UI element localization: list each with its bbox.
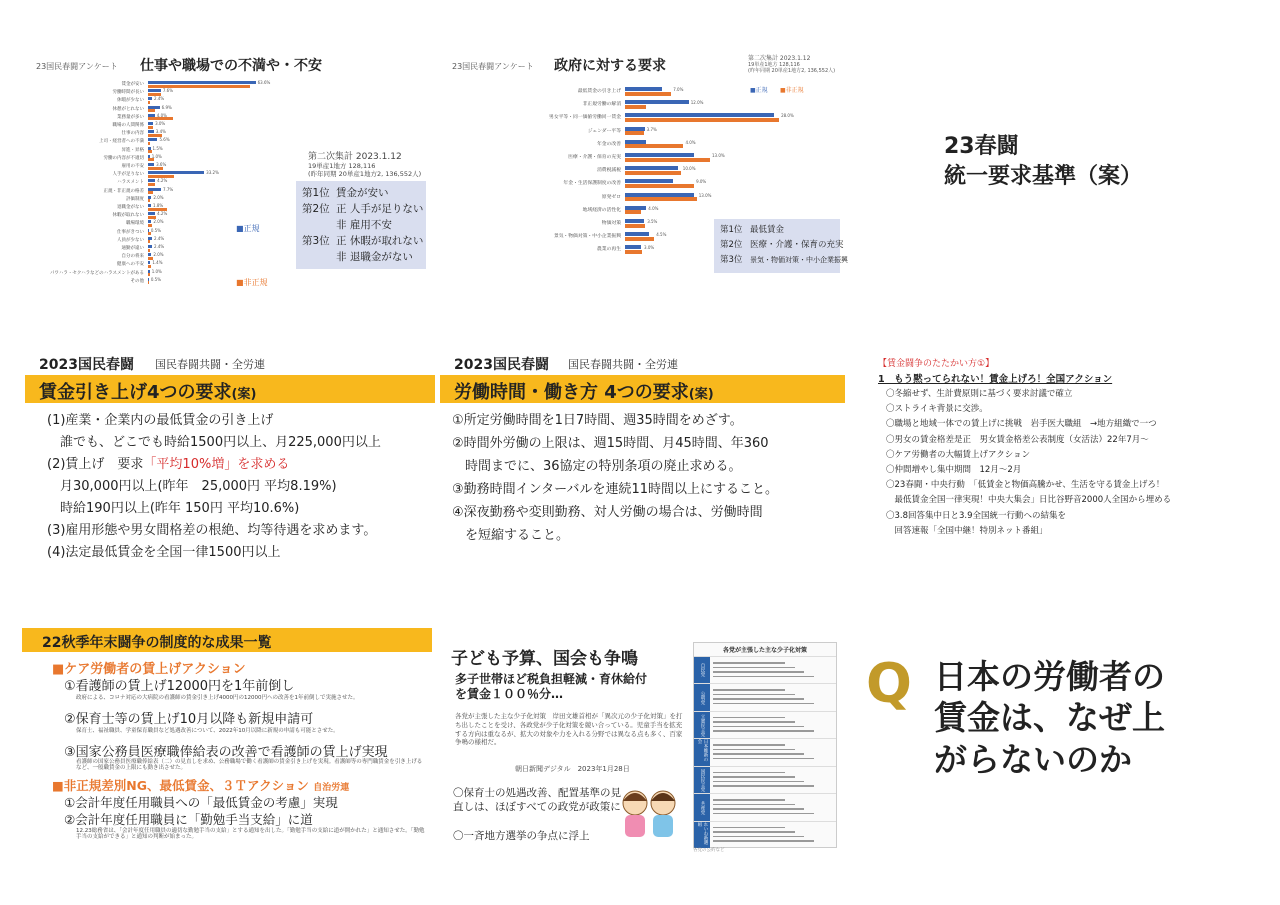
party-policies: [710, 794, 836, 820]
value-label: 2.0%: [153, 219, 164, 225]
tactics-list: [886, 387, 1266, 539]
party-row: [694, 766, 836, 793]
section-nonregular-text: ■非正規差別NG、最低賃金、３Ｔアクション: [52, 778, 309, 793]
achievement-5: ②会計年度任用職員に「勤勉手当支給」に道: [64, 812, 313, 827]
bar-nonregular: [148, 85, 250, 88]
rank-item: [302, 233, 424, 249]
value-label: 1.0%: [151, 268, 162, 274]
demand-line-3: 時間までに、36協定の特別条項の廃止求める。: [452, 459, 742, 474]
title-suffix: (案): [231, 387, 257, 402]
party-label: れいわ新選組: [694, 822, 710, 848]
legend-nonregular: ■非正規: [236, 278, 268, 287]
bar-nonregular: [148, 126, 153, 129]
tactic-item: 最低賃金全国一律実現！中央大集会」日比谷野音2000人全国から埋める: [886, 495, 1172, 506]
value-label: 7.7%: [163, 186, 174, 192]
rank-item: [302, 185, 420, 201]
party-label: 立憲民主党: [694, 712, 710, 738]
party-label: 自民党: [694, 657, 710, 683]
category-label: 男女平等・同一価値労働同一賃金: [549, 115, 621, 121]
rank-text: 正 人手が足りない: [336, 203, 424, 215]
category-label: 賃金が安い: [121, 82, 144, 87]
rank-text: 正 休暇が取れない: [336, 235, 424, 247]
section-heading: 1 もう黙ってられない！賃金上げろ！全国アクション: [878, 374, 1113, 385]
slide-title: 労働時間・働き方 4つの要求: [454, 382, 689, 403]
category-label: 正規・非正規の格差: [103, 188, 144, 194]
bar-nonregular: [625, 105, 646, 109]
bar-nonregular: [148, 199, 150, 202]
demand-line-7: (4)法定最低賃金を全国一律1500円以上: [47, 545, 281, 560]
rank-item: [302, 217, 420, 233]
title-line2: 統一要求基準（案）: [944, 164, 1143, 189]
value-label: 7.6%: [162, 88, 174, 94]
bar-regular: [625, 153, 694, 157]
bullet-2: 〇一斉地方選挙の争点に浮上: [453, 830, 590, 842]
party-label: 日本維新の会: [694, 739, 710, 765]
value-label: 2.0%: [153, 194, 164, 200]
value-label: 4.2%: [157, 178, 168, 184]
bar-regular: [625, 113, 774, 117]
value-label: 2.4%: [154, 244, 165, 249]
category-label: 景気・物価対策・中小企業振興: [553, 234, 621, 240]
category-label: 休暇が少ない: [117, 98, 144, 104]
party-policies: [710, 684, 836, 710]
category-label: 休憩がとれない: [112, 106, 144, 112]
q-mark: Q: [866, 652, 912, 715]
bar-nonregular: [625, 197, 697, 201]
subheadline-1: 多子世帯ほど税負担軽減・育休給付: [455, 672, 648, 686]
bar-nonregular: [625, 118, 779, 122]
value-label: 13.0%: [712, 153, 725, 158]
slide-question[interactable]: [862, 628, 1262, 828]
value-label: 5.6%: [159, 137, 170, 143]
value-label: 2.0%: [153, 252, 164, 258]
achievement-3-note: 看護師の国家公務員医療職俸給表（二）の見直しを求め、公務職場で働く看護師の賃金引き上げを実現。看護師等の専門職賃金を引き上げるなど、一般職賃金の上限にも動き出させた。: [76, 759, 423, 772]
category-label: 地域経済の活性化: [582, 207, 621, 213]
demand-line-3: [47, 453, 289, 472]
category-label: ジェンダー平等: [587, 128, 621, 134]
demand-line-2: 誰でも、どこでも時給1500円以上、月225,000円以上: [47, 435, 381, 450]
category-label: ハラスメント: [117, 180, 144, 186]
bar-nonregular: [148, 273, 150, 276]
tactic-item: 回答速報「全国中継！特別ネット番組」: [886, 525, 1048, 536]
demand-line-4: ③勤務時間インターバルを連続11時間以上にすること。: [452, 482, 779, 497]
slide-government-demands[interactable]: [450, 45, 850, 285]
category-label: 物価対策: [601, 221, 621, 226]
tally-date: 第二次集計 2023.1.12: [308, 152, 402, 162]
spring-offensive-year: 2023国民春闘: [39, 357, 134, 373]
value-label: 6.9%: [161, 104, 172, 110]
category-label: 自分の将来: [121, 254, 144, 260]
value-label: 12.0%: [690, 100, 704, 106]
value-label: 4.2%: [157, 211, 168, 217]
value-label: 3.4%: [155, 129, 166, 135]
category-label: 健康への不安: [117, 262, 144, 268]
category-label: 仕事がきつい: [117, 229, 144, 235]
bar-nonregular: [148, 216, 156, 219]
rank-number: 第1位: [302, 187, 330, 199]
slide-child-budget-article[interactable]: [445, 628, 845, 858]
question-line-2: 賃金は、なぜ上: [934, 698, 1165, 738]
table-title: 各党が主張した主な少子化対策: [722, 647, 807, 654]
achievement-1: ①看護師の賃上げ12000円を1年前倒し: [64, 679, 295, 694]
bar-nonregular: [148, 142, 150, 145]
survey-label: 23国民春闘アンケート: [36, 62, 118, 71]
party-policies: [710, 822, 836, 848]
bar-regular: [625, 232, 649, 236]
tactic-item: 〇ケア労働者の大幅賃上げアクション: [886, 449, 1031, 460]
category-label: 雇用の不安: [121, 164, 144, 169]
rank-text: 非 退職金がない: [336, 251, 413, 263]
tactic-item: 〇冬縮せず、生計費原則に基づく要求討議で確立: [886, 389, 1073, 399]
bar-nonregular: [625, 250, 642, 254]
category-label: 職場環境: [126, 221, 144, 227]
rank-text: 賃金が安い: [336, 187, 389, 199]
category-label: 労働の内容が不適切: [103, 155, 144, 161]
section-care-workers: ■ケア労働者の賃上げアクション: [52, 662, 246, 677]
category-label: 職場の人間関係: [112, 123, 144, 128]
value-label: 3.7%: [646, 126, 657, 132]
rank-text: 景気・物価対策・中小企業振興: [750, 256, 848, 264]
section-tag: 【賃金闘争のたたかい方①】: [878, 359, 995, 369]
category-label: 労働時間が長い: [112, 90, 144, 96]
rank-number: 第3位: [720, 255, 743, 265]
value-label: 3.0%: [155, 121, 166, 126]
party-policy-table: [693, 642, 837, 848]
question-line-3: がらないのか: [934, 739, 1132, 779]
slide-workplace-complaints[interactable]: [30, 45, 430, 285]
headline: 子ども予算、国会も争鳴: [451, 649, 638, 669]
subheadline-2: を賃金１００％分…: [455, 687, 564, 701]
bar-regular: [625, 87, 662, 91]
slide-title: 賃金引き上げ4つの要求: [39, 382, 232, 403]
value-label: 33.2%: [206, 170, 219, 176]
rank-text: 非 雇用不安: [336, 219, 392, 231]
achievement-5-note: 12.23総務省は、「会計年度任用職員の適切な勤勉手当の支給」とする通知を出した。「勤勉手当の支給に道が開かれた」と通知させた。「勤勉手当の支給ができる」と通知の判断が始まった。: [76, 828, 425, 841]
value-label: 63.6%: [257, 80, 271, 85]
bar-nonregular: [625, 92, 671, 96]
survey-label: 23国民春闘アンケート: [452, 62, 534, 71]
value-label: 3.6%: [156, 162, 167, 167]
title-wrap: [39, 378, 256, 404]
demand-line-1: (1)産業・企業内の最低賃金の引き上げ: [47, 413, 274, 428]
party-policies: [710, 739, 836, 765]
value-label: 1.0%: [151, 153, 162, 159]
rank-item: [302, 201, 424, 217]
value-label: 4.5%: [656, 232, 667, 238]
category-label: 年金・生活保護制度の改善: [563, 181, 621, 187]
achievement-2: ②保育士等の賃上げ10月以降も新規申請可: [64, 712, 314, 727]
party-policies: [710, 657, 836, 683]
tally-date: 第二次集計 2023.1.12: [748, 55, 811, 62]
tactic-item: 〇仲間増やし集中期間 12月～2月: [886, 465, 1022, 476]
slide-wage-demands[interactable]: [25, 345, 435, 565]
demand-line-1: ①所定労働時間を1日7時間、週35時間をめざす。: [452, 413, 743, 428]
rank-number: 第3位: [302, 235, 330, 247]
bar-nonregular: [148, 175, 174, 178]
tally-count: 19単産1地方 128,116: [308, 162, 376, 170]
category-label: 上司・経営者への不満: [99, 139, 144, 145]
ranking-box: [296, 181, 426, 269]
title-line1: 23春闘: [944, 134, 1019, 159]
party-row: [694, 821, 836, 848]
spring-offensive-year: 2023国民春闘: [454, 357, 549, 373]
value-label: 1.8%: [153, 203, 164, 208]
category-label: 原発ゼロ: [601, 194, 621, 200]
bar-nonregular: [148, 191, 153, 194]
tally-previous: (昨年同期 20単産1地方2, 136,552人): [308, 170, 422, 178]
bar-nonregular: [148, 265, 151, 268]
category-label: 業務量が多い: [117, 114, 144, 120]
legend-nonregular: ■非正規: [780, 87, 804, 94]
category-label: 仕事の内容: [121, 131, 144, 137]
value-label: 4.0%: [685, 139, 696, 145]
party-row: [694, 656, 836, 683]
bar-chart: [30, 81, 290, 301]
value-label: 3.5%: [647, 219, 658, 224]
rank-number: 第2位: [302, 203, 330, 215]
bar-nonregular: [148, 249, 150, 252]
rank-item: [302, 249, 420, 265]
category-label: 消費税減税: [597, 168, 621, 174]
slide-title: 仕事や職場での不満や・不安: [140, 58, 322, 74]
bar-regular: [625, 193, 694, 197]
value-label: 1.4%: [152, 260, 163, 266]
rank-item: [720, 223, 834, 238]
bar-nonregular: [625, 237, 654, 241]
value-label: 28.0%: [781, 113, 794, 119]
demand-line-2: ②時間外労働の上限は、週15時間、月45時間、年360: [452, 436, 769, 451]
category-label: 医療・介護・保育の充実: [568, 155, 621, 160]
bar-nonregular: [148, 240, 150, 243]
tactic-item: 〇ストライキ背景に交渉。: [886, 404, 988, 415]
party-label: 共産党: [694, 794, 710, 820]
bar-regular: [625, 140, 646, 144]
bar-nonregular: [625, 144, 683, 148]
value-label: 7.0%: [673, 87, 684, 92]
value-label: 3.0%: [644, 245, 655, 251]
value-label: 4.0%: [648, 205, 659, 211]
rank-item: [720, 238, 844, 253]
achievement-2-note: 保育士、福祉職員、学童保育職員など処遇改善について、2022年10月以降に新規の申請も可能とさせた。: [76, 728, 339, 734]
question-line-1: 日本の労働者の: [934, 657, 1165, 696]
bar-nonregular: [148, 109, 155, 112]
demand-line-6: (3)雇用形態や男女間格差の根絶、均等待遇を求めます。: [47, 523, 377, 538]
bullet-1: 〇保育士の処遇改善、配置基準の見直しは、ほぼすべての政党が政策に: [453, 787, 621, 814]
highlight-text: 「平均10%増」を求める: [143, 457, 290, 472]
tactic-item: 〇3.8回答集中日と3.9全国統一行動への結集を: [886, 510, 1067, 521]
bar-nonregular: [148, 257, 153, 260]
party-row: [694, 738, 836, 765]
value-label: 13.0%: [698, 192, 712, 198]
slide-unified-demand-title[interactable]: [870, 45, 1270, 285]
rank-number: 第1位: [720, 225, 743, 235]
demand-line-5: ④深夜勤務や変則勤務、対人労働の場合は、労働時間: [452, 505, 763, 520]
article-source: 朝日新聞デジタル 2023年1月28日: [515, 765, 630, 773]
bar-nonregular: [625, 210, 641, 214]
category-label: 人員が少ない: [117, 237, 144, 243]
slide-title: 政府に対する要求: [554, 58, 666, 74]
bar-nonregular: [148, 101, 150, 104]
bar-nonregular: [148, 224, 152, 227]
organization: 国民春闘共闘・全労連: [568, 358, 678, 371]
category-label: パワハラ・セクハラなどのハラスメントがある: [49, 270, 144, 276]
question-text: [934, 656, 1165, 780]
tally-previous: (昨年同期 20単産1地方2, 136,552人): [748, 68, 836, 74]
achievement-3: ③国家公務員医療職俸給表の改善で看護師の賃上げ実現: [64, 745, 388, 760]
category-label: 退職金がない: [117, 205, 144, 210]
value-label: 2.4%: [154, 235, 165, 241]
party-label: 国民民主党: [694, 767, 710, 793]
value-label: 0.5%: [150, 227, 162, 233]
bar-regular: [625, 245, 641, 249]
bar-regular: [625, 100, 689, 104]
category-label: 非正規労働の解消: [582, 102, 621, 108]
party-row: [694, 711, 836, 738]
category-label: 通勤が遠い: [121, 246, 144, 251]
bar-nonregular: [625, 131, 644, 135]
rank-text: 最低賃金: [750, 225, 785, 235]
slide-autumn-achievements[interactable]: [22, 628, 432, 858]
legend-regular: ■正規: [750, 87, 768, 94]
title-suffix: (案): [688, 387, 714, 402]
value-label: 4.0%: [156, 112, 167, 118]
category-label: 年金の改善: [597, 141, 621, 147]
party-policies: [710, 712, 836, 738]
table-source: 各党の公約など: [693, 848, 725, 853]
tactic-item: 〇男女の賃金格差是正 男女賃金格差公表制度（女活法）22年7月～: [886, 434, 1149, 445]
tactic-item: 〇職場と地域一体での賃上げに挑戦 岩手医大職組 →地方組織で一つ: [886, 419, 1157, 430]
bar-nonregular: [625, 184, 694, 188]
category-label: 休暇が取れない: [112, 213, 144, 219]
party-row: [694, 683, 836, 710]
bar-nonregular: [625, 224, 645, 228]
category-label: 評価制度: [126, 196, 144, 202]
organization: 国民春闘共闘・全労連: [155, 358, 265, 371]
value-label: 0.5%: [150, 276, 162, 282]
value-label: 1.5%: [152, 145, 163, 151]
section-tag: 自治労連: [313, 783, 350, 793]
tactic-item: 〇23春闘・中央行動 「低賃金と物価高騰かせ、生活を守る賃金上げろ！: [886, 480, 1165, 491]
demand-line-5: 時給190円以上(昨年 150円 平均10.6%): [47, 501, 300, 516]
tally-count: 19単産1地方 128,116: [748, 62, 800, 68]
category-label: その他: [130, 278, 144, 284]
value-label: 9.0%: [696, 179, 707, 185]
bar-regular: [625, 127, 645, 131]
section-nonregular: [52, 776, 349, 794]
achievement-1-note: 政府による、コロナ対応の大病院の看護師の賃金引き上げ4000円の12000円への改善を1年前倒しで実施させた。: [76, 695, 359, 701]
rank-item: [720, 253, 848, 268]
category-label: 最低賃金の引き上げ: [577, 89, 621, 94]
party-policies: [710, 767, 836, 793]
value-label: 10.0%: [682, 166, 696, 172]
bar-regular: [625, 179, 673, 183]
legend-regular: ■正規: [236, 224, 260, 233]
bar-regular: [625, 166, 678, 170]
demand-line-4: 月30,000円以上(昨年 25,000円 平均8.19%): [47, 479, 337, 494]
value-label: 2.4%: [154, 96, 165, 102]
rank-text: 医療・介護・保育の充実: [750, 240, 844, 250]
bar-nonregular: [148, 183, 155, 186]
party-label: 公明党: [694, 684, 710, 710]
category-label: 昇進・昇格: [121, 147, 144, 153]
bar-regular: [625, 206, 646, 210]
demand-line-6: を短縮すること。: [452, 528, 570, 543]
bar-regular: [625, 219, 644, 223]
demand-line-3-text: (2)賃上げ 要求: [47, 457, 144, 472]
rank-number: 第2位: [720, 240, 743, 250]
category-label: 人手が足りない: [112, 172, 144, 178]
achievement-4: ①会計年度任用職員への「最低賃金の考慮」実現: [64, 795, 338, 810]
article-body: 各党が主張した主な少子化対策 岸田文雄首相が「異次元の少子化対策」を打ち出したことを受け、各政党が少子化対策を競い合っている。児童手当を拡充する方向は重なるが、拡大の対象や力を入れる分野では異なる点も多く、百家争鳴の様相だ。: [455, 712, 683, 747]
slide-wage-struggle-tactics[interactable]: [870, 345, 1270, 545]
bar-nonregular: [148, 93, 161, 96]
children-illustration: [615, 783, 685, 841]
bar-nonregular: [148, 150, 152, 153]
bar-nonregular: [625, 158, 710, 162]
slide-work-hours-demands[interactable]: [440, 345, 845, 565]
party-row: [694, 793, 836, 820]
slide-title: 22秋季年末闘争の制度的な成果一覧: [42, 635, 272, 651]
category-label: 農業の再生: [597, 247, 621, 253]
title-wrap: [454, 378, 714, 404]
bar-nonregular: [625, 171, 681, 175]
ranking-box: [714, 219, 848, 273]
